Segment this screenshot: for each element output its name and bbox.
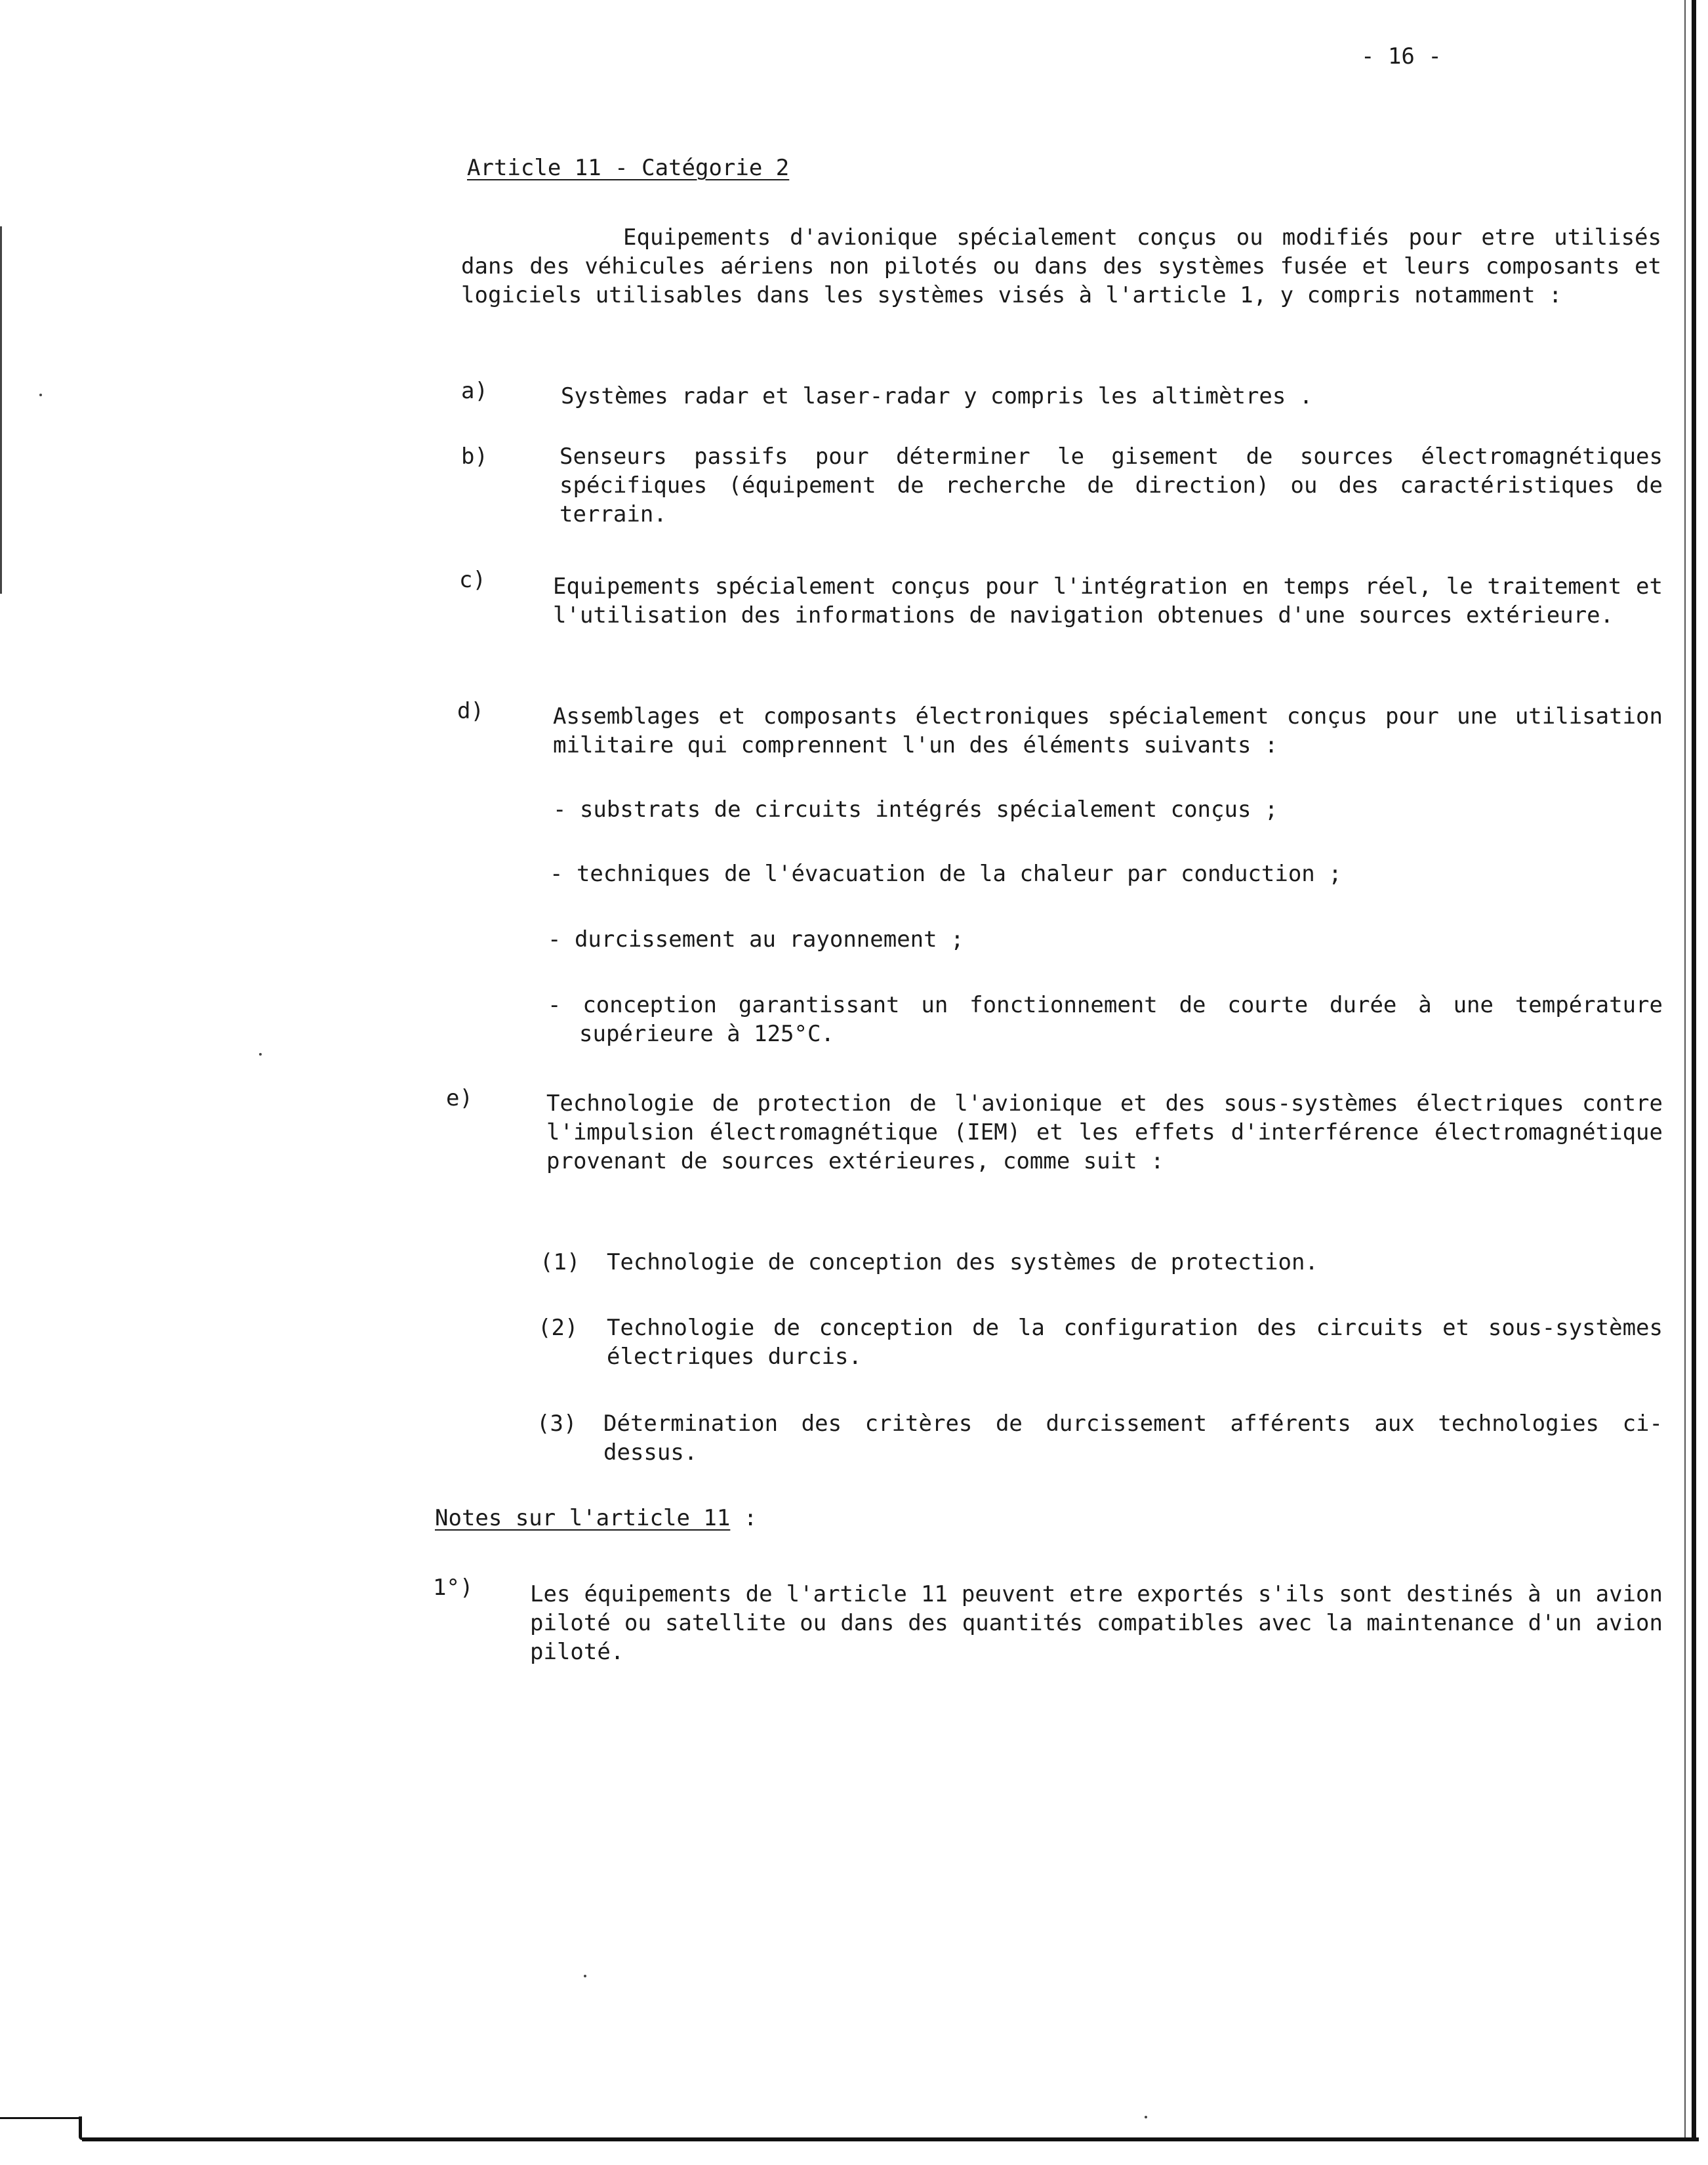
item-text-e: Technologie de protection de l'avionique et des sous-systèmes électriques contre l'impulsion électromagnétique (IEM) et les effets d'interférence électromagnétique provenant de sources extérieures, comme suit : xyxy=(546,1090,1663,1174)
scan-speck xyxy=(584,1975,586,1977)
scan-border-left xyxy=(0,226,2,594)
item-label-a: a) xyxy=(461,378,488,404)
d-subitem: - conception garantissant un fonctionnement de courte durée à une température supérieure à 125°C. xyxy=(548,992,1663,1047)
item-text-d: Assemblages et composants électroniques spécialement conçus pour une utilisation militaire qui comprennent l'un des éléments suivants : xyxy=(553,703,1663,758)
item-label-c: c) xyxy=(459,567,486,593)
scan-border-bottom xyxy=(82,2137,1699,2141)
item-label-b: b) xyxy=(461,443,488,470)
scan-border-hook-corner xyxy=(79,2116,82,2140)
e-subitem-text: Technologie de conception de la configuration des circuits et sous-systèmes électriques durcis. xyxy=(607,1315,1663,1370)
item-text-b: Senseurs passifs pour déterminer le gisement de sources électromagnétiques spécifiques (équipement de recherche de direction) ou des caractéristiques de terrain. xyxy=(559,443,1663,527)
page-number: - 16 - xyxy=(1361,43,1442,70)
scan-border-right xyxy=(1692,0,1696,2140)
d-subitem: - substrats de circuits intégrés spécialement conçus ; xyxy=(553,796,1278,823)
article-heading: Article 11 - Catégorie 2 xyxy=(467,155,790,181)
scan-speck xyxy=(39,394,42,396)
item-text-c: Equipements spécialement conçus pour l'intégration en temps réel, le traitement et l'utilisation des informations de navigation obtenues d'une sources extérieure. xyxy=(553,573,1663,629)
notes-heading-text: Notes sur l'article 11 xyxy=(435,1505,731,1531)
scan-border-hook xyxy=(0,2117,80,2119)
e-subitem-label: (2) xyxy=(538,1315,579,1341)
scan-speck xyxy=(259,1053,262,1056)
e-subitem-text: Détermination des critères de durcissement afférents aux technologies ci-dessus. xyxy=(603,1411,1663,1466)
item-label-e: e) xyxy=(446,1085,473,1111)
intro-paragraph: Equipements d'avionique spécialement conçus ou modifiés pour etre utilisés dans des véhicules aériens non pilotés ou dans des systèmes fusée et leurs composants et logiciels utilisables dans les systèmes visés à l'article 1, y compris notamment : xyxy=(461,224,1661,308)
notes-heading xyxy=(435,1504,757,1533)
e-subitem-label: (3) xyxy=(537,1411,577,1437)
note-text: Les équipements de l'article 11 peuvent etre exportés s'ils sont destinés à un avion piloté ou satellite ou dans des quantités compatibles avec la maintenance d'un avion piloté. xyxy=(530,1581,1663,1665)
note-label: 1°) xyxy=(433,1575,474,1601)
scan-border-right-inner xyxy=(1684,0,1686,2140)
item-text-a: Systèmes radar et laser-radar y compris les altimètres . xyxy=(561,383,1313,409)
scan-speck xyxy=(1145,2116,1147,2118)
item-label-d: d) xyxy=(457,698,484,724)
d-subitem: - durcissement au rayonnement ; xyxy=(548,926,964,953)
e-subitem-text: Technologie de conception des systèmes de protection. xyxy=(607,1249,1318,1275)
d-subitem: - techniques de l'évacuation de la chaleur par conduction ; xyxy=(550,861,1342,887)
e-subitem-label: (1) xyxy=(540,1249,580,1275)
notes-heading-colon: : xyxy=(730,1505,758,1531)
